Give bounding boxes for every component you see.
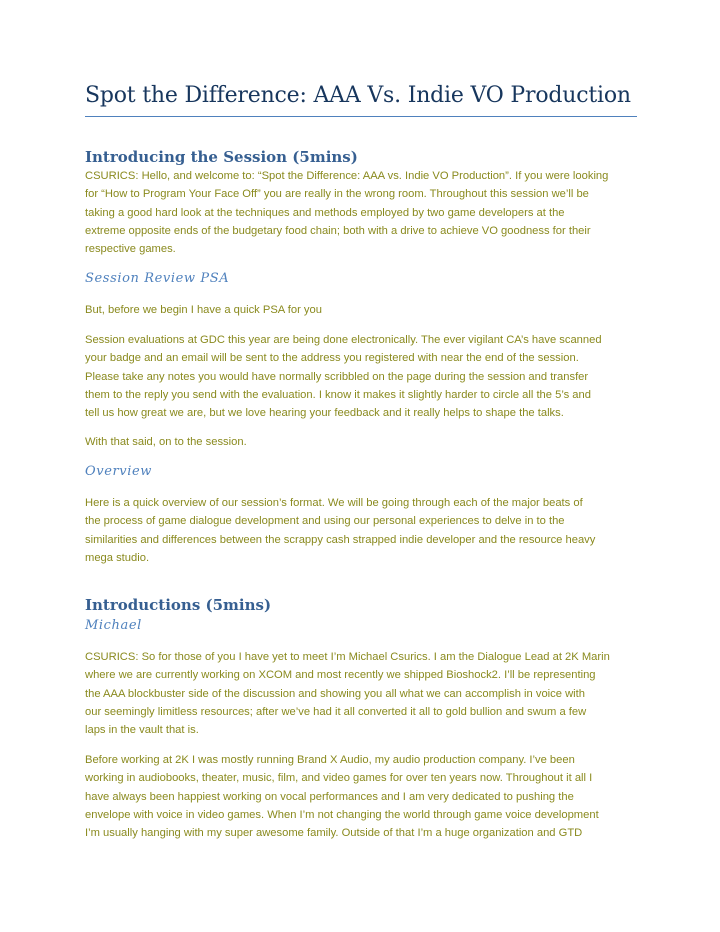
- title-underline: [85, 116, 637, 117]
- paragraph-line: respective games.: [85, 243, 176, 256]
- paragraph-line: Session evaluations at GDC this year are being done electronically. The ever vigilant CA’s have scanned: [85, 334, 602, 346]
- paragraph-line: the process of game dialogue development and using our personal experiences to delve in to the: [85, 515, 565, 528]
- paragraph-michael-background: [85, 751, 639, 842]
- paragraph-welcome: [85, 167, 639, 258]
- subheading-session-review-psa: Session Review PSA: [85, 271, 230, 286]
- paragraph-line: taking a good hard look at the techniques and methods employed by two game developers at the: [85, 206, 565, 219]
- paragraph-line: where we are currently working on XCOM and most recently we shipped Bioshock2. I’ll be representing: [85, 669, 596, 682]
- paragraph-line: CSURICS: So for those of you I have yet to meet I’m Michael Csurics. I am the Dialogue Lead at 2K Marin: [85, 651, 610, 663]
- paragraph-line: tell us how great we are, but we love hearing your feedback and it really helps to shape the talks.: [85, 407, 564, 420]
- paragraph-line: for “How to Program Your Face Off” you are really in the wrong room. Throughout this session we’ll be: [85, 188, 589, 201]
- paragraph-session-evaluations: [85, 331, 639, 422]
- paragraph-line: similarities and differences between the scrappy cash strapped indie developer and the resource heavy: [85, 533, 596, 546]
- paragraph-line: our seemingly limitless resources; after we’ve had it all converted it all to gold bullion and swum a few: [85, 705, 587, 718]
- paragraph-line: Please take any notes you would have normally scribbled on the page during the session and transfer: [85, 370, 589, 383]
- paragraph-line: laps in the vault that is.: [85, 724, 199, 737]
- paragraph-line: With that said, on to the session.: [85, 436, 247, 448]
- paragraph-line: extreme opposite ends of the budgetary food chain; both with a drive to achieve VO goodness for their: [85, 224, 591, 237]
- paragraph-psa-intro: [85, 301, 639, 319]
- section-heading-introductions: Introductions (5mins): [85, 596, 272, 614]
- paragraph-line: have always been happiest working on vocal performances and I am very dedicated to pushing the: [85, 790, 574, 803]
- paragraph-line: your badge and an email will be sent to the address you registered with near the end of the session.: [85, 352, 579, 365]
- paragraph-line: Before working at 2K I was mostly running Brand X Audio, my audio production company. I’ve been: [85, 754, 575, 766]
- paragraph-line: the AAA blockbuster side of the discussion and showing you all what we can accomplish in voice with: [85, 687, 585, 700]
- subheading-michael: Michael: [85, 618, 142, 633]
- paragraph-line: working in audiobooks, theater, music, film, and video games for over ten years now. Throughout it all I: [85, 772, 593, 785]
- paragraph-line: them to the reply you send with the evaluation. I know it makes it slightly harder to circle all the 5’s and: [85, 388, 591, 401]
- paragraph-line: mega studio.: [85, 551, 150, 564]
- subheading-overview: Overview: [85, 464, 153, 479]
- paragraph-line: Here is a quick overview of our session’s format. We will be going through each of the major beats of: [85, 497, 583, 509]
- section-heading-introducing-session: Introducing the Session (5mins): [85, 148, 358, 166]
- paragraph-overview: [85, 494, 639, 567]
- paragraph-line: envelope with voice in video games. When I’m not changing the world through game voice development: [85, 808, 599, 821]
- paragraph-line: I’m usually hanging with my super awesome family. Outside of that I’m a huge organization and GTD: [85, 827, 583, 840]
- paragraph-on-to-session: [85, 433, 639, 451]
- paragraph-michael-intro: [85, 648, 639, 739]
- paragraph-line: But, before we begin I have a quick PSA for you: [85, 304, 322, 316]
- document-title: Spot the Difference: AAA Vs. Indie VO Production: [85, 83, 631, 108]
- paragraph-line: CSURICS: Hello, and welcome to: “Spot the Difference: AAA vs. Indie VO Production”. If you were looking: [85, 170, 609, 182]
